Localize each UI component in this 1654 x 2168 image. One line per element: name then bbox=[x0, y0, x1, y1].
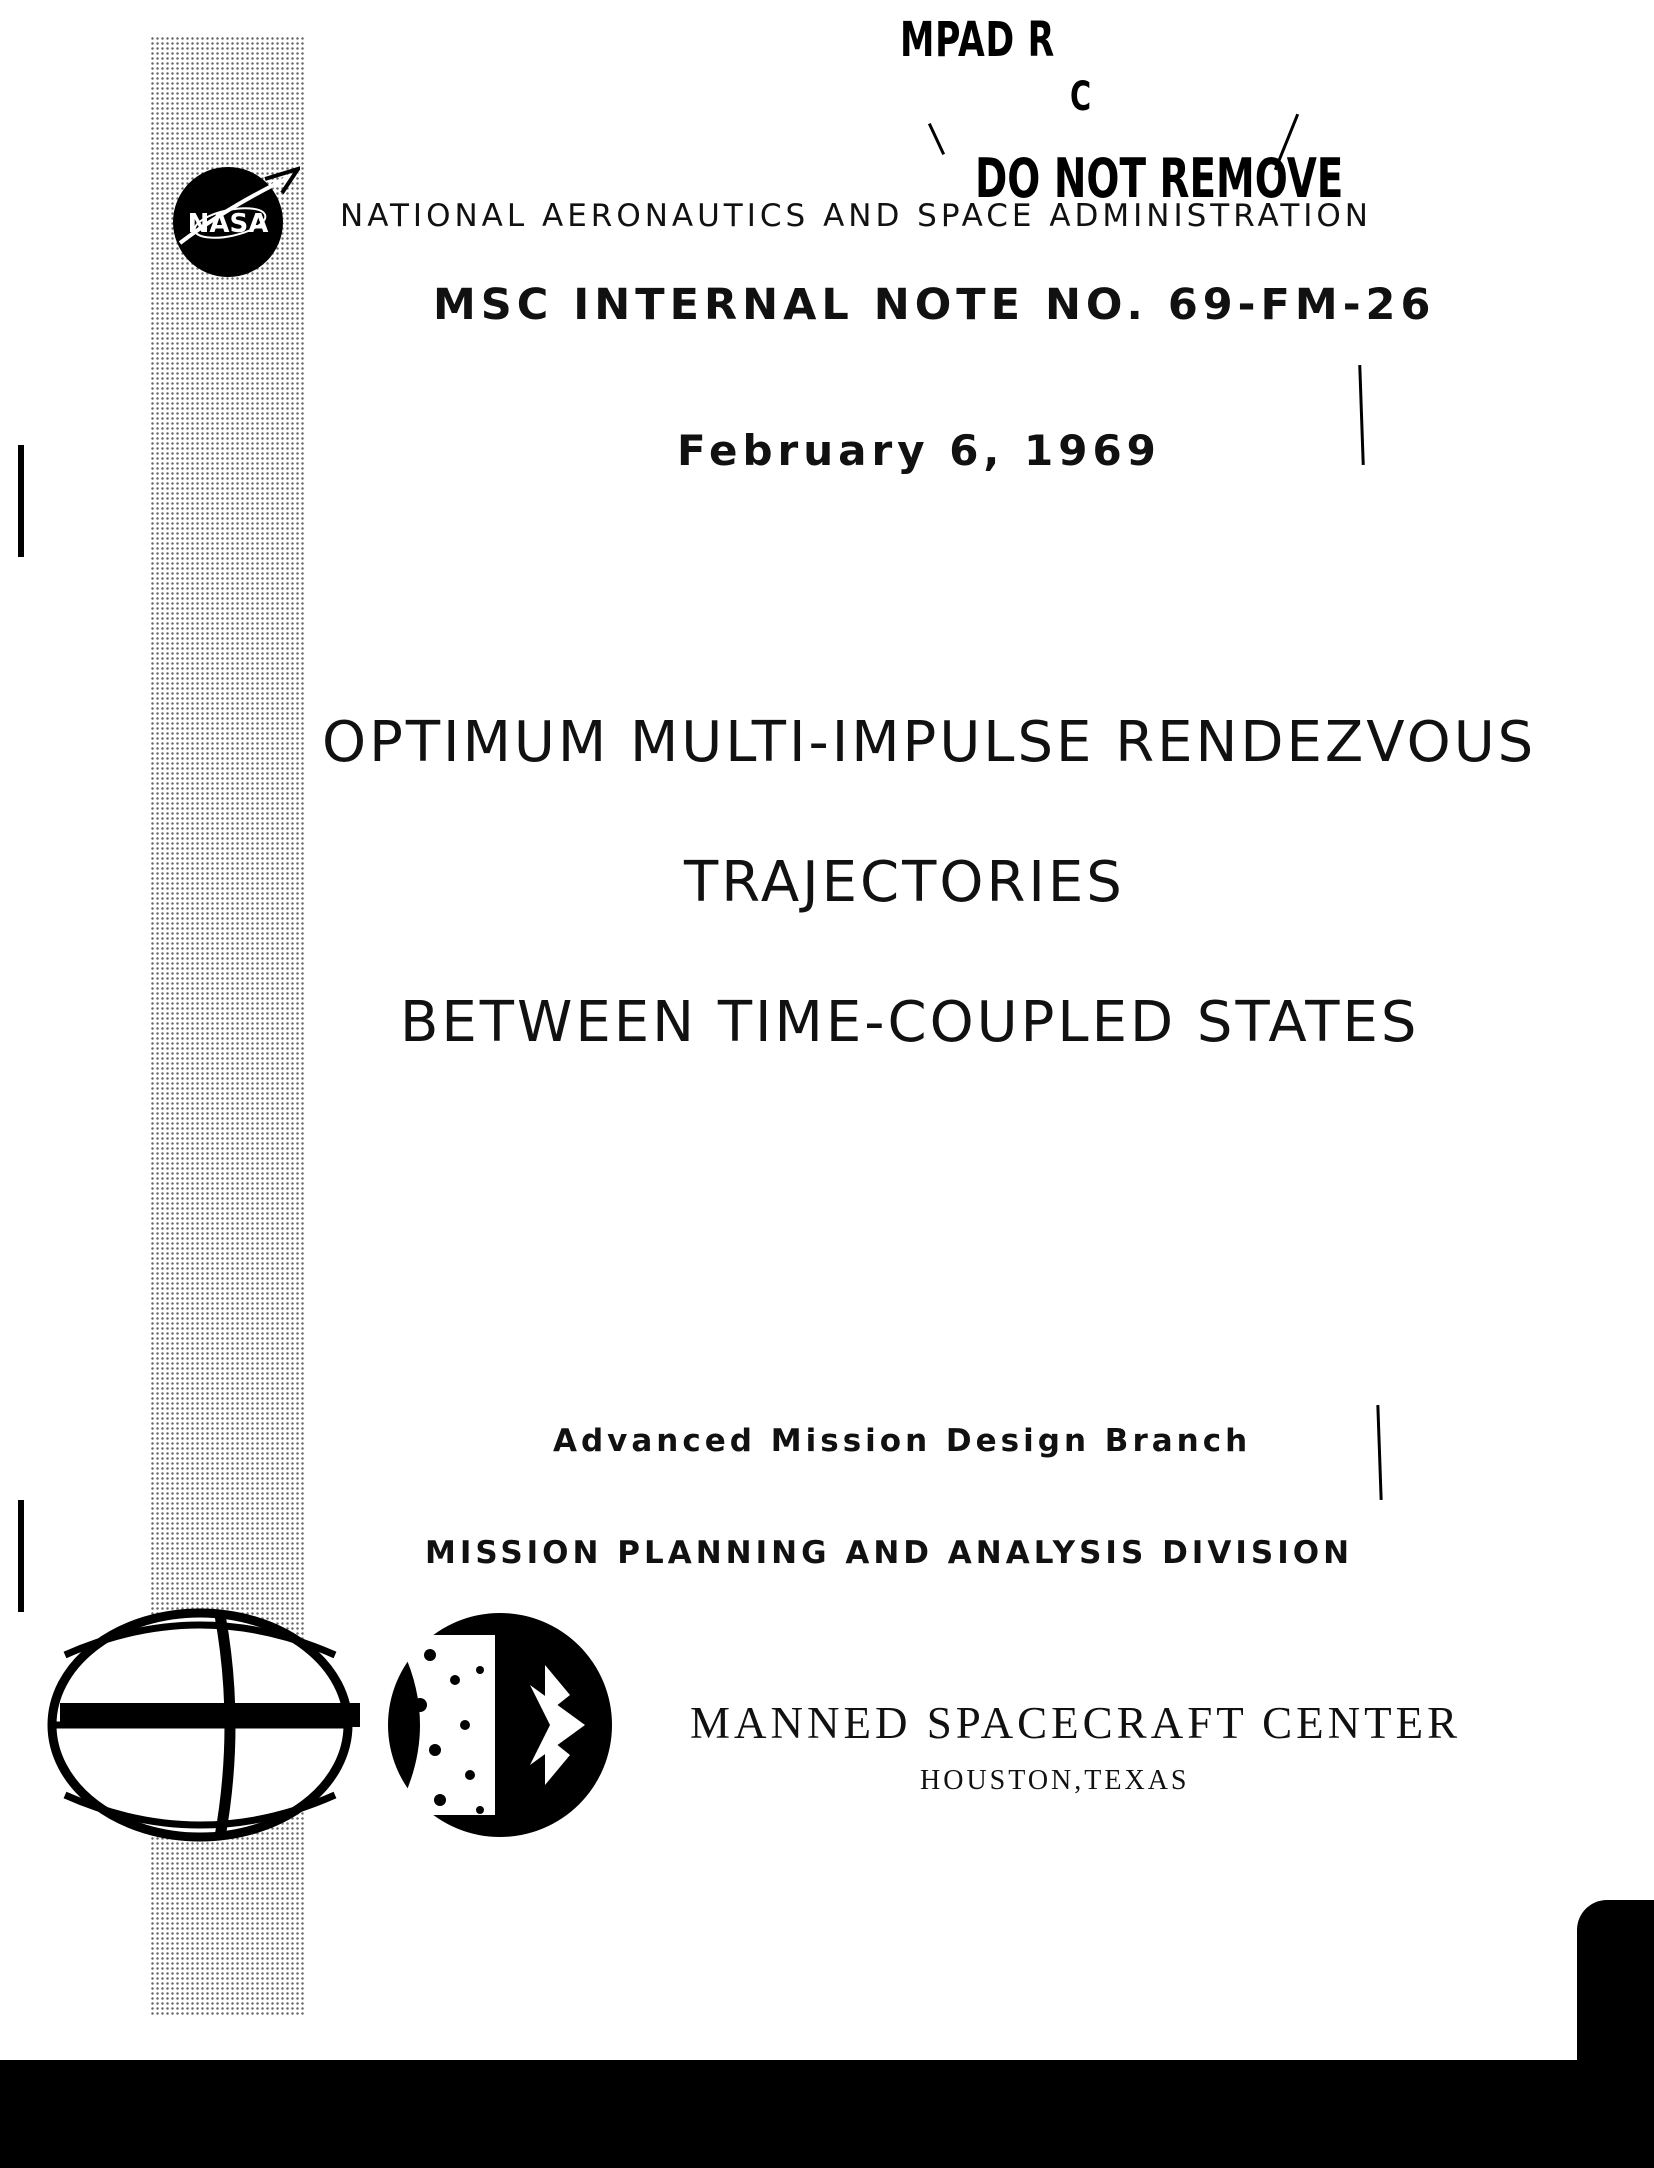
nasa-logo bbox=[170, 165, 300, 280]
center-name: MANNED SPACECRAFT CENTER bbox=[690, 1698, 1462, 1748]
stamp-line-2: C bbox=[1070, 74, 1092, 120]
internal-note-number: MSC INTERNAL NOTE NO. 69-FM-26 bbox=[433, 280, 1436, 330]
division-name: MISSION PLANNING AND ANALYSIS DIVISION bbox=[425, 1535, 1354, 1571]
change-bar bbox=[1358, 365, 1364, 465]
center-location: HOUSTON,TEXAS bbox=[920, 1765, 1190, 1796]
title-line-2: TRAJECTORIES bbox=[684, 850, 1125, 915]
control-copy-stamp bbox=[880, 12, 1344, 212]
stamp-line-1: MPAD R bbox=[900, 12, 1055, 68]
msc-globe-logo bbox=[25, 1575, 630, 1875]
document-date: February 6, 1969 bbox=[677, 426, 1161, 475]
scan-bottom-edge bbox=[0, 2060, 1654, 2168]
branch-name: Advanced Mission Design Branch bbox=[553, 1423, 1252, 1459]
agency-name: NATIONAL AERONAUTICS AND SPACE ADMINISTRATION bbox=[340, 198, 1372, 234]
stamp-slash bbox=[928, 123, 945, 155]
title-line-1: OPTIMUM MULTI-IMPULSE RENDEZVOUS bbox=[322, 710, 1537, 775]
scan-margin-mark bbox=[18, 445, 24, 557]
nasa-logo-text: NASA bbox=[187, 209, 269, 239]
scan-corner-shadow bbox=[1577, 1900, 1654, 2060]
scan-right-margin bbox=[1577, 0, 1654, 2060]
scan-margin-mark bbox=[18, 1500, 24, 1612]
title-line-3: BETWEEN TIME-COUPLED STATES bbox=[400, 990, 1420, 1055]
change-bar bbox=[1376, 1405, 1382, 1500]
stamp-do-not-remove: DO NOT REMOVE bbox=[975, 147, 1344, 210]
